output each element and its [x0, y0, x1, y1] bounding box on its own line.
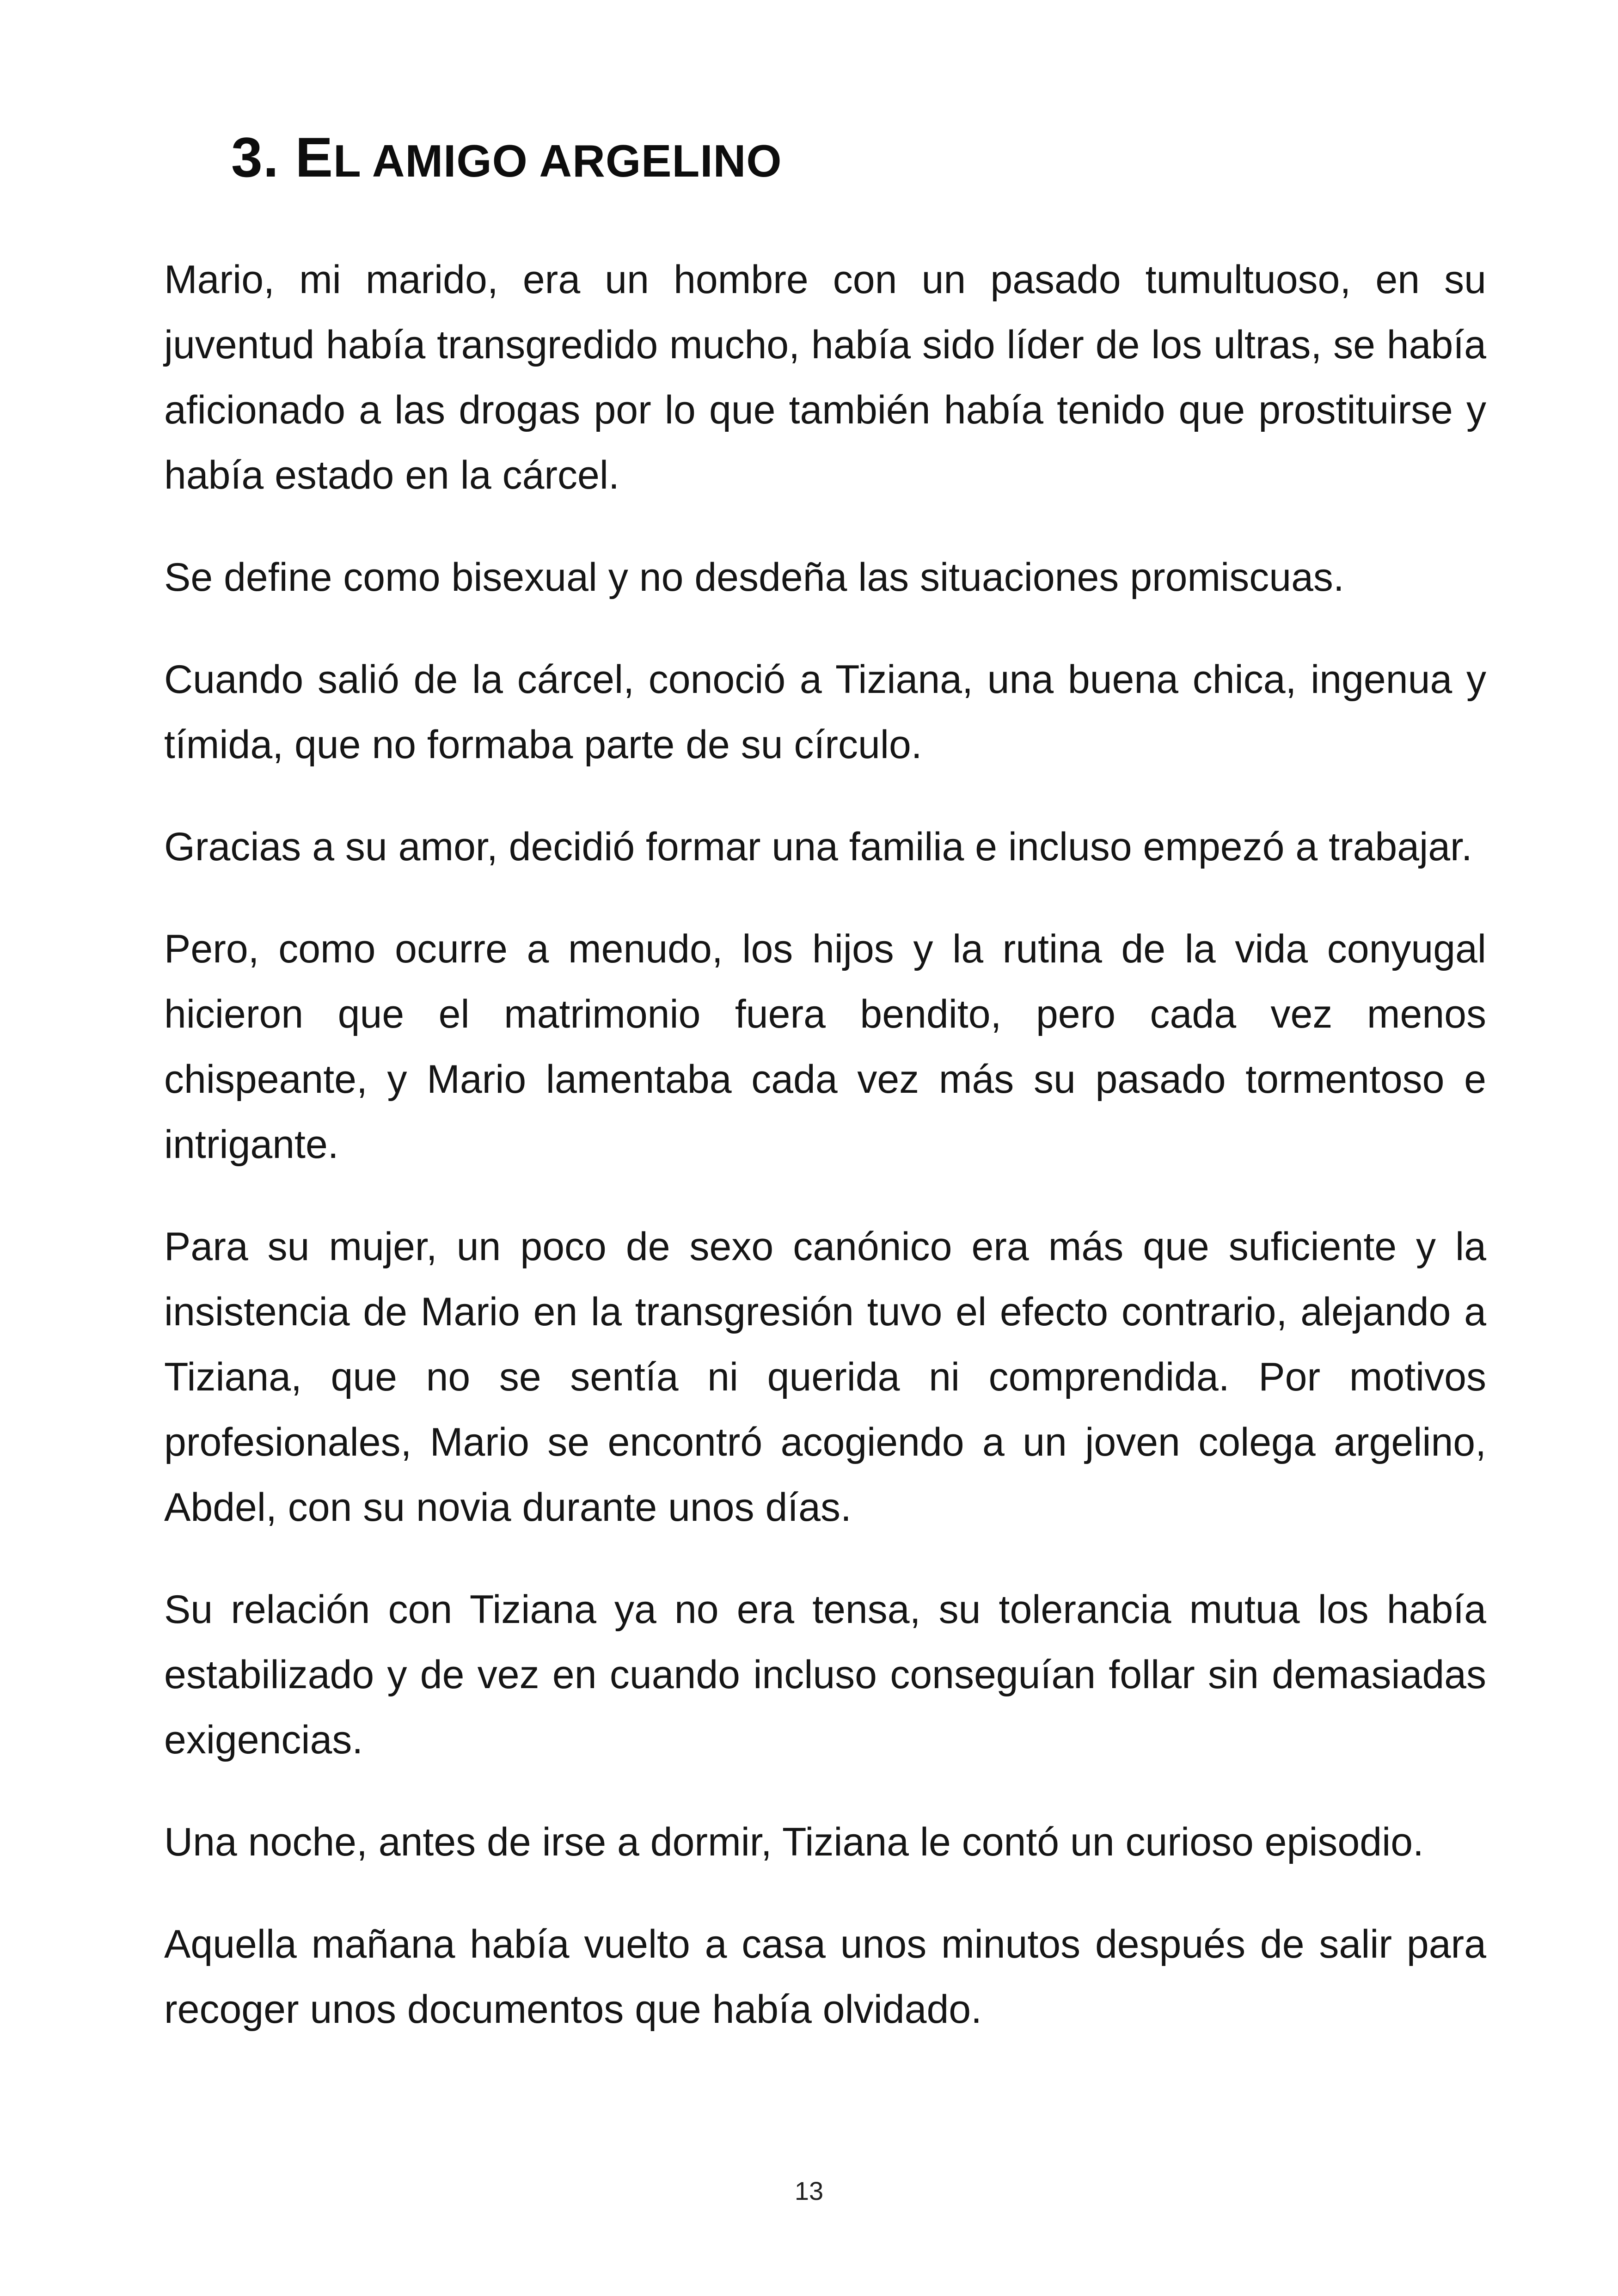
- paragraph: Cuando salió de la cárcel, conoció a Tiziana, una buena chica, ingenua y tímida, que no formaba parte de su círculo.: [164, 657, 1486, 767]
- chapter-title: [231, 118, 782, 200]
- chapter-title-rest: L AMIGO ARGELINO: [333, 135, 782, 186]
- paragraph: Se define como bisexual y no desdeña las situaciones promiscuas.: [164, 555, 1344, 600]
- body-text: [164, 247, 1486, 2079]
- page-number: 13: [794, 2176, 824, 2205]
- paragraph: Aquella mañana había vuelto a casa unos minutos después de salir para recoger unos documentos que había olvidado.: [164, 1922, 1486, 2032]
- paragraph: Una noche, antes de irse a dormir, Tiziana le contó un curioso episodio.: [164, 1820, 1424, 1864]
- chapter-number: 3.: [231, 126, 279, 189]
- paragraph: Su relación con Tiziana ya no era tensa, su tolerancia mutua los había estabilizado y de vez en cuando incluso conseguían follar sin demasiadas exigencias.: [164, 1587, 1486, 1762]
- paragraph: Mario, mi marido, era un hombre con un pasado tumultuoso, en su juventud había transgredido mucho, había sido líder de los ultras, se había aficionado a las drogas por lo que también había tenido que prostituirse y había estado en la cárcel.: [164, 257, 1486, 497]
- paragraph: Para su mujer, un poco de sexo canónico era más que suficiente y la insistencia de Mario en la transgresión tuvo el efecto contrario, alejando a Tiziana, que no se sentía ni querida ni comprendida. Por motivos profesionales, Mario se encontró acogiendo a un joven colega argelino, Abdel, con su novia durante unos días.: [164, 1225, 1486, 1530]
- paragraph: Gracias a su amor, decidió formar una familia e incluso empezó a trabajar.: [164, 825, 1472, 869]
- chapter-title-initial: E: [295, 126, 334, 189]
- paragraph: Pero, como ocurre a menudo, los hijos y la rutina de la vida conyugal hicieron que el matrimonio fuera bendito, pero cada vez menos chispeante, y Mario lamentaba cada vez más su pasado tormentoso e intrigante.: [164, 927, 1486, 1167]
